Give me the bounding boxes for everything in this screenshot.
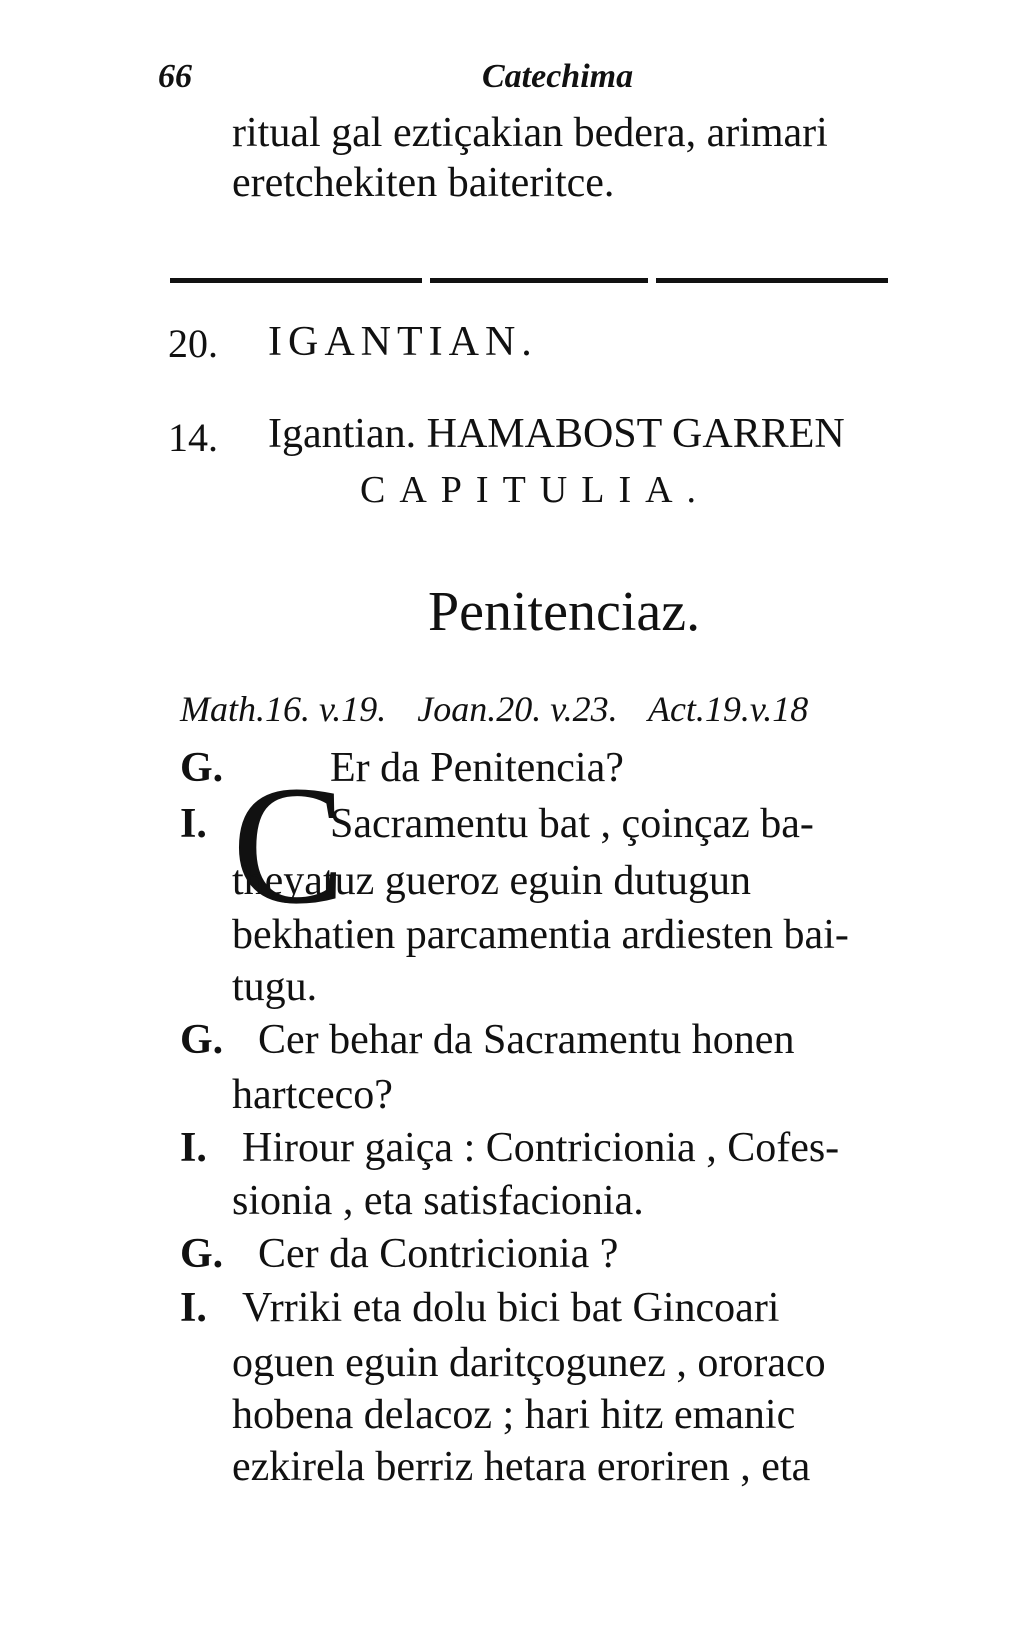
- speaker-label: G.: [180, 1231, 224, 1277]
- dialogue-line: Cer da Contricionia ?: [258, 1231, 619, 1277]
- dialogue-line: tugu.: [232, 964, 318, 1010]
- divider-rule-left: [170, 278, 422, 283]
- continuation-line-1: ritual gal eztiçakian bedera, arimari: [232, 110, 828, 156]
- dialogue-line: Sacramentu bat , çoinçaz ba-: [330, 801, 814, 847]
- divider-rule-right: [656, 278, 888, 283]
- dialogue-line: oguen eguin daritçogunez , ororaco: [232, 1340, 826, 1386]
- chapter-line-2: CAPITULIA.: [360, 469, 711, 511]
- running-title: Catechima: [482, 58, 634, 95]
- divider-rule-middle: [430, 278, 648, 283]
- drop-cap: C: [232, 751, 346, 939]
- section-title: IGANTIAN.: [268, 319, 538, 365]
- continuation-line-2: eretchekiten baiteritce.: [232, 160, 615, 206]
- dialogue-line: Vrriki eta dolu bici bat Gincoari: [242, 1285, 780, 1331]
- dialogue-line: ezkirela berriz hetara eroriren , eta: [232, 1444, 811, 1490]
- speaker-label: I.: [180, 1125, 207, 1171]
- reference-acts: Act.19.v.18: [647, 689, 809, 729]
- speaker-label: G.: [180, 1017, 224, 1063]
- reference-matthew: Math.16. v.19.: [180, 689, 387, 729]
- speaker-label: I.: [180, 1285, 207, 1331]
- scripture-references: [180, 688, 830, 730]
- chapter-number: 14.: [168, 415, 218, 460]
- chapter-title: Penitenciaz.: [428, 581, 701, 643]
- section-number: 20.: [168, 321, 218, 366]
- page-number: 66: [158, 58, 192, 95]
- speaker-label: I.: [180, 801, 207, 847]
- dialogue-line: sionia , eta satisfacionia.: [232, 1178, 644, 1224]
- speaker-label: G.: [180, 745, 224, 791]
- dialogue-line: hobena delacoz ; hari hitz emanic: [232, 1392, 796, 1438]
- dialogue-line: bekhatien parcamentia ardiesten bai-: [232, 912, 849, 958]
- dialogue-line: hartceco?: [232, 1072, 393, 1118]
- chapter-line-1: Igantian. HAMABOST GARREN: [268, 411, 845, 457]
- dialogue-line: Er da Penitencia?: [330, 745, 624, 791]
- reference-john: Joan.20. v.23.: [417, 689, 618, 729]
- dialogue-line: theyatuz gueroz eguin dutugun: [232, 858, 752, 904]
- dialogue-line: Cer behar da Sacramentu honen: [258, 1017, 795, 1063]
- dialogue-line: Hirour gaiça : Contricionia , Cofes-: [242, 1125, 840, 1171]
